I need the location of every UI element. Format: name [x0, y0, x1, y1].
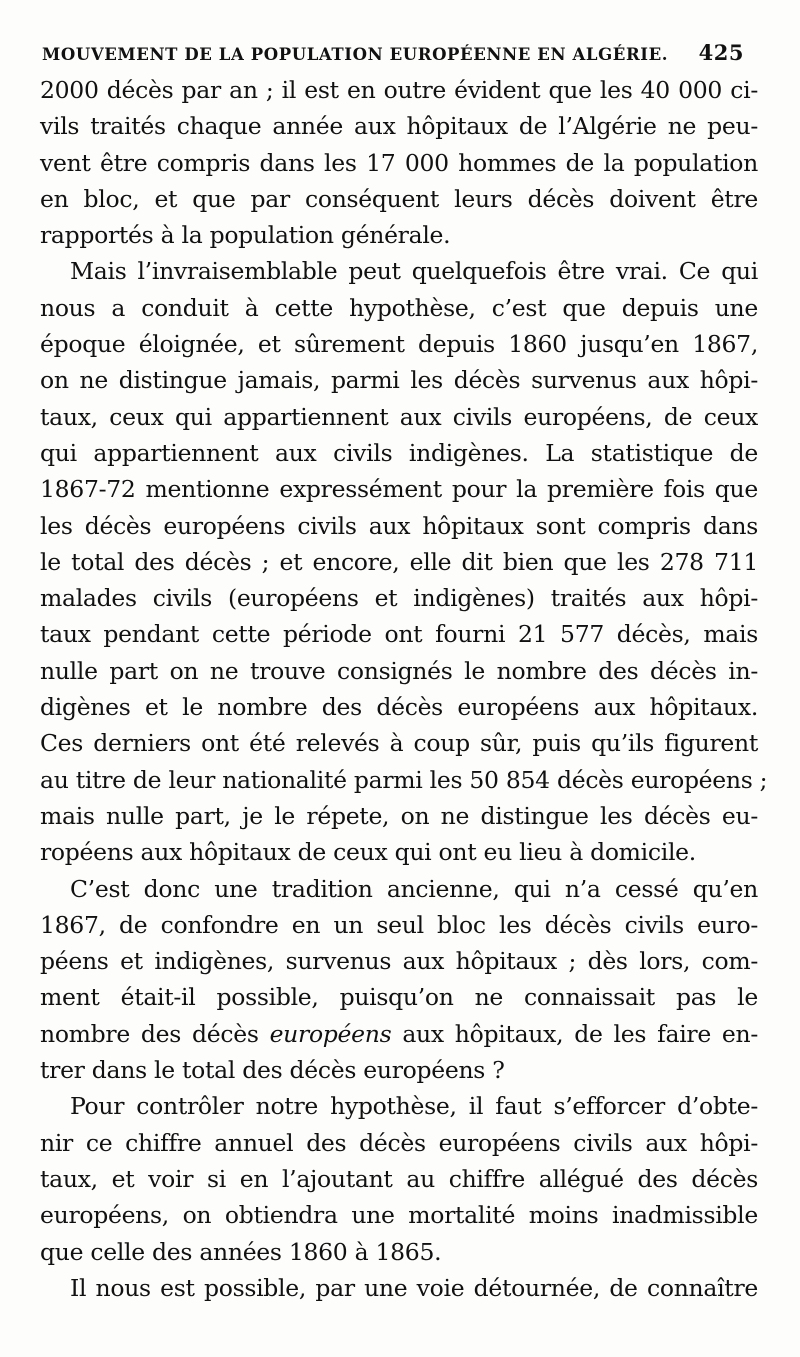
text-line-1: 2000 décès par an ; il est en outre évident que les 40 000 ci-	[40, 76, 758, 104]
text-line-15: malades civils (européens et indigènes) traités aux hôpi-	[40, 584, 758, 613]
running-title: MOUVEMENT DE LA POPULATION EUROPÉENNE EN ALGÉRIE.	[42, 45, 669, 64]
text-line-34: Il nous est possible, par une voie détournée, de connaître	[70, 1273, 758, 1302]
text-line-29: Pour contrôler notre hypothèse, il faut s’efforcer d’obte-	[70, 1092, 758, 1121]
text-line-17: nulle part on ne trouve consignés le nombre des décès in-	[40, 656, 758, 685]
running-head	[42, 40, 744, 65]
text-line-14: le total des décès ; et encore, elle dit bien que les 278 711	[40, 547, 758, 576]
italic-word: européens	[269, 1019, 392, 1048]
text-line-13: les décès européens civils aux hôpitaux sont compris dans	[40, 511, 758, 540]
text-line-30: nir ce chiffre annuel des décès européens civils aux hôpi-	[40, 1128, 758, 1157]
text-line-4: en bloc, et que par conséquent leurs décès doivent être	[40, 184, 758, 213]
text-line-10: taux, ceux qui appartiennent aux civils européens, de ceux	[40, 402, 758, 431]
text-line-12: 1867-72 mentionne expressément pour la première fois que	[40, 475, 758, 504]
text-line-31: taux, et voir si en l’ajoutant au chiffre allégué des décès	[40, 1164, 758, 1193]
text-line-25: péens et indigènes, survenus aux hôpitaux ; dès lors, com-	[40, 947, 758, 976]
text-line-6: Mais l’invraisemblable peut quelquefois être vrai. Ce qui	[70, 257, 758, 286]
text-line-11: qui appartiennent aux civils indigènes. La statistique de	[40, 438, 758, 467]
text-line-26: ment était-il possible, puisqu’on ne connaissait pas le	[40, 983, 758, 1012]
text-line-22: ropéens aux hôpitaux de ceux qui ont eu lieu à domicile.	[40, 838, 696, 867]
text-line-27-end: aux hôpitaux, de les faire en-	[391, 1019, 759, 1048]
text-line-24: 1867, de confondre en un seul bloc les décès civils euro-	[40, 910, 758, 939]
text-line-28: trer dans le total des décès européens ?	[40, 1056, 505, 1085]
page-number: 425	[698, 40, 744, 65]
text-line-2: vils traités chaque année aux hôpitaux de l’Algérie ne peu-	[40, 112, 758, 141]
text-line-21: mais nulle part, je le répete, on ne distingue les décès eu-	[40, 801, 758, 830]
text-line-32: européens, on obtiendra une mortalité moins inadmissible	[40, 1201, 758, 1230]
text-line-3: vent être compris dans les 17 000 hommes de la population	[40, 148, 758, 177]
text-line-5: rapportés à la population générale.	[40, 221, 451, 250]
text-line-27	[40, 1016, 758, 1052]
text-line-20: au titre de leur nationalité parmi les 50 854 décès européens ;	[40, 765, 768, 794]
text-line-18: digènes et le nombre des décès européens aux hôpitaux.	[40, 693, 758, 722]
text-line-27-start: nombre des décès	[40, 1019, 270, 1048]
text-line-33: que celle des années 1860 à 1865.	[40, 1237, 442, 1266]
text-line-16: taux pendant cette période ont fourni 21 577 décès, mais	[40, 620, 758, 649]
text-line-23: C’est donc une tradition ancienne, qui n’a cessé qu’en	[70, 874, 758, 903]
text-line-8: époque éloignée, et sûrement depuis 1860 jusqu’en 1867,	[40, 330, 758, 359]
text-line-7: nous a conduit à cette hypothèse, c’est que depuis une	[40, 293, 758, 322]
body-text	[40, 72, 768, 1306]
text-line-9: on ne distingue jamais, parmi les décès survenus aux hôpi-	[40, 366, 758, 395]
text-line-19: Ces derniers ont été relevés à coup sûr, puis qu’ils figurent	[40, 729, 758, 758]
